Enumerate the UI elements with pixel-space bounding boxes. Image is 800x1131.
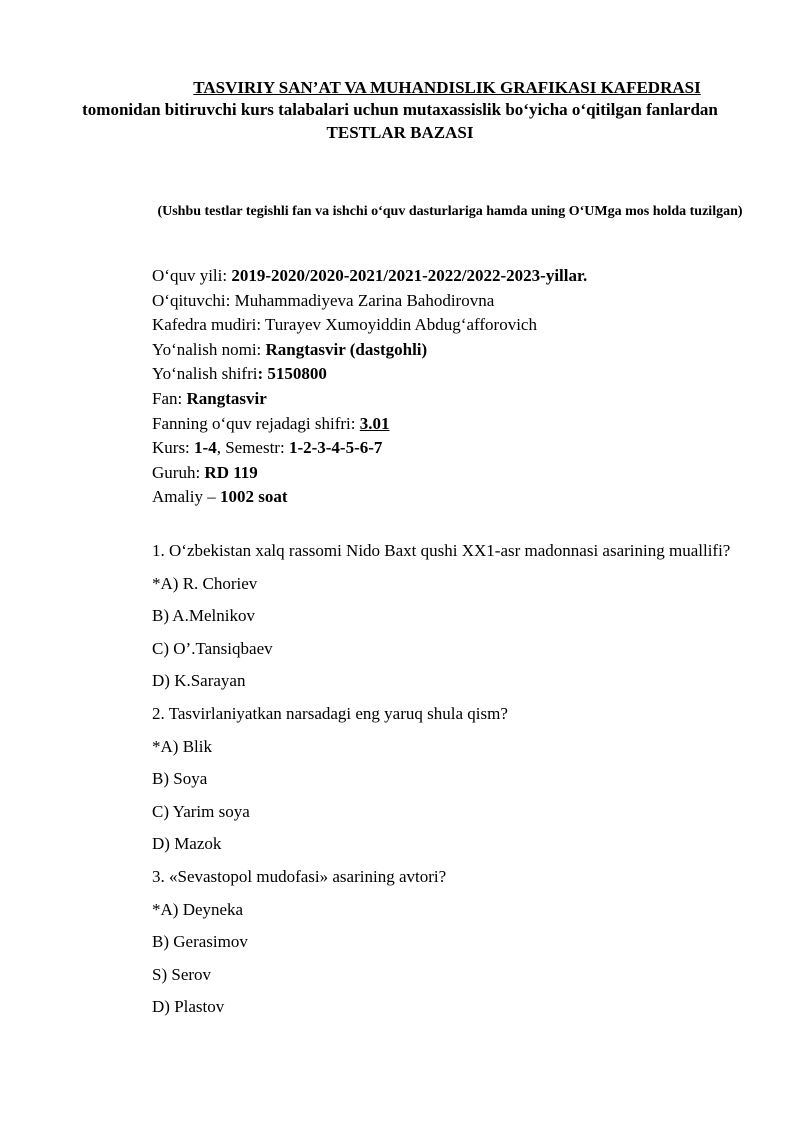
question-option: B) A.Melnikov: [152, 606, 255, 626]
info-plan-code-value: 3.01: [359, 413, 390, 433]
document-note: (Ushbu testlar tegishli fan va ishchi oʻquv dasturlariga hamda uning OʻUMga mos holda tuzilgan): [157, 204, 743, 219]
document-header: [0, 77, 800, 144]
question-1: [152, 536, 742, 696]
question-option: S) Serov: [152, 964, 212, 984]
department-title: TASVIRIY SAN’AT VA MUHANDISLIK GRAFIKASI KAFEDRASI: [193, 78, 701, 97]
question-option: D) K.Sarayan: [152, 671, 246, 691]
info-direction-name-label: Yoʻnalish nomi:: [152, 339, 266, 359]
question-option: B) Soya: [152, 769, 208, 789]
info-direction-name-value: Rangtasvir (dastgohli): [265, 339, 428, 359]
info-year-label: Oʻquv yili:: [152, 266, 232, 285]
info-practice: [152, 485, 587, 510]
info-plan-code: [152, 412, 587, 437]
info-group-value: RD 119: [204, 462, 258, 482]
info-practice-value: 1002 soat: [220, 487, 288, 507]
question-text: 1. Oʻzbekistan xalq rassomi Nido Baxt qushi XX1-asr madonnasi asarining muallifi?: [152, 541, 731, 560]
question-option: C) Yarim soya: [152, 801, 250, 821]
question-2: [152, 699, 742, 859]
info-direction-code-label: Yoʻnalish shifri: [152, 364, 258, 384]
info-year-value: 2019-2020/2020-2021/2021-2022/2022-2023-yillar.: [231, 266, 588, 285]
info-teacher: Oʻqituvchi: Muhammadiyeva Zarina Bahodirovna: [152, 290, 495, 310]
info-course-label: Kurs:: [152, 438, 195, 458]
info-subject-label: Fan:: [152, 388, 187, 408]
document-base-title: TESTLAR BAZASI: [326, 123, 474, 142]
question-option: B) Gerasimov: [152, 932, 248, 952]
question-3: [152, 862, 742, 1022]
info-subject: [152, 387, 587, 412]
info-direction-code: [152, 362, 587, 387]
info-direction-code-value: : 5150800: [257, 364, 327, 384]
info-practice-label: Amaliy –: [152, 487, 220, 507]
info-year: [152, 264, 587, 289]
info-group: [152, 461, 587, 486]
question-text: 2. Tasvirlaniyatkan narsadagi eng yaruq shula qism?: [152, 703, 508, 723]
question-option: C) O’.Tansiqbaev: [152, 638, 273, 658]
info-subject-value: Rangtasvir: [186, 388, 267, 408]
info-semester-label: , Semestr:: [216, 438, 289, 458]
document-subtitle: tomonidan bitiruvchi kurs talabalari uchun mutaxassislik boʻyicha oʻqitilgan fanlardan: [82, 100, 718, 119]
question-option: D) Plastov: [152, 997, 225, 1017]
info-direction-name: [152, 338, 587, 363]
info-plan-code-label: Fanning oʻquv rejadagi shifri:: [152, 413, 360, 433]
questions-list: [152, 536, 742, 1025]
question-option: *A) R. Choriev: [152, 573, 258, 593]
question-text: 3. «Sevastopol mudofasi» asarining avtori?: [152, 866, 447, 886]
question-option: D) Mazok: [152, 834, 222, 854]
question-option: *A) Deyneka: [152, 899, 244, 919]
info-course: [152, 436, 587, 461]
info-head: Kafedra mudiri: Turayev Xumoyiddin Abdugʻafforovich: [152, 315, 537, 335]
info-block: [152, 264, 587, 510]
info-course-value: 1-4: [194, 438, 217, 458]
info-group-label: Guruh:: [152, 462, 205, 482]
question-option: *A) Blik: [152, 736, 212, 756]
info-semester-value: 1-2-3-4-5-6-7: [288, 438, 383, 458]
